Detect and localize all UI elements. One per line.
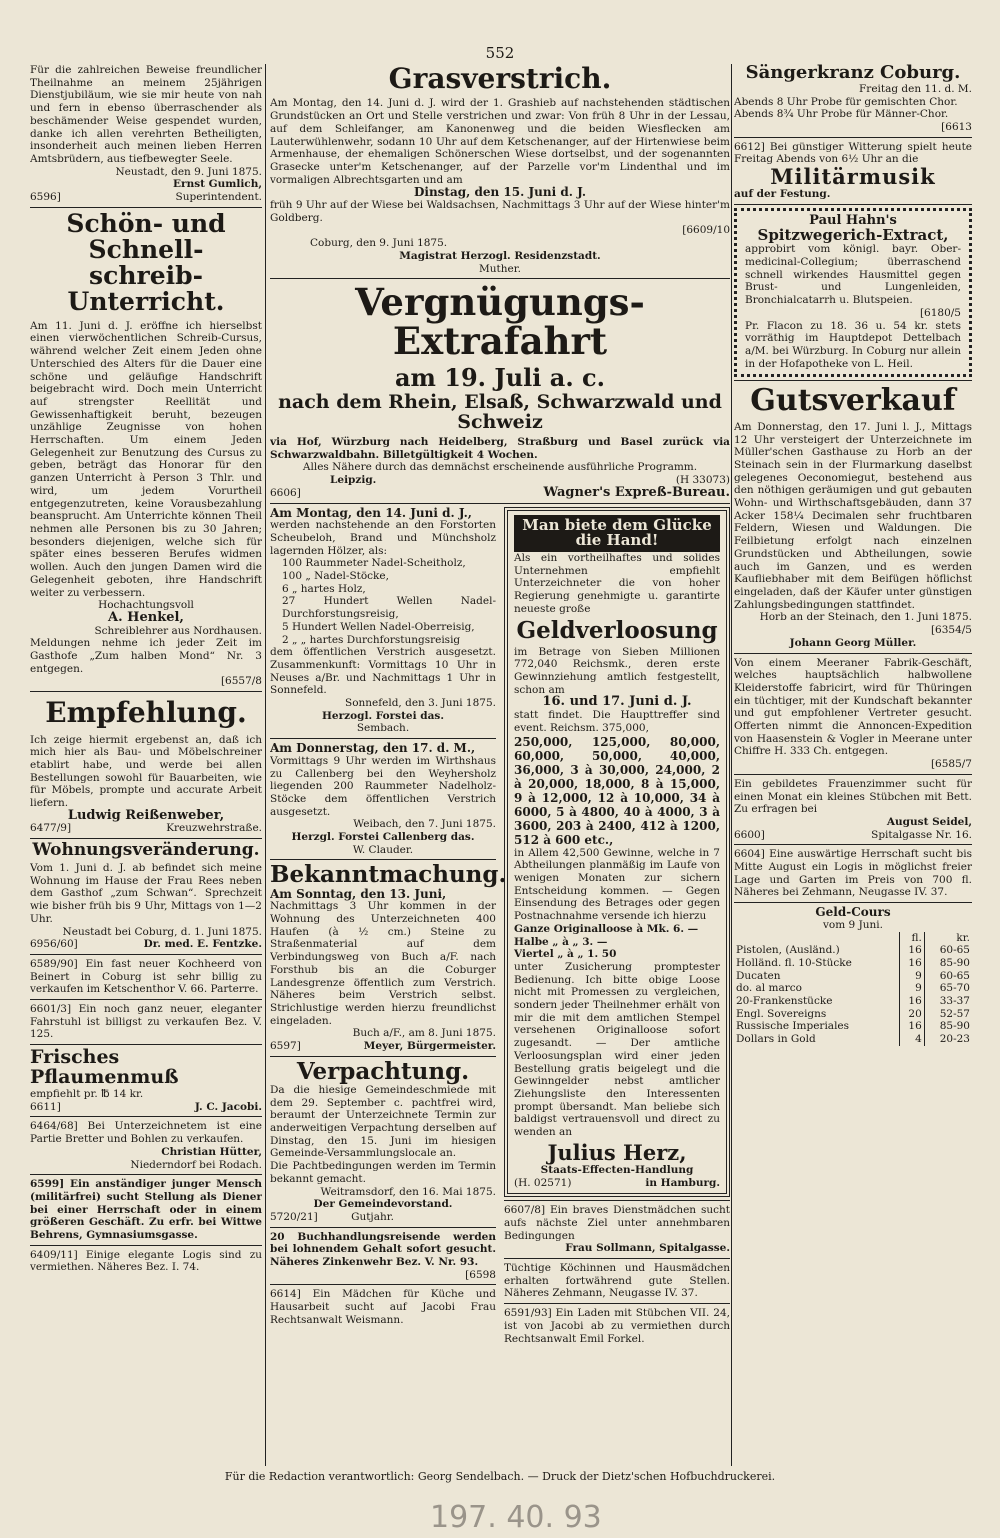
ad-date: Weitramsdorf, den 16. Mai 1875. bbox=[320, 1185, 496, 1198]
ad-text: Ich zeige hiermit ergebenst an, daß ich mich hier als Bau- und Möbelschreiner etablirt habe, und werde bei allen Bestellungen sowohl für Bauarbeiten, wie für Möbels, prompte und accurate Arbeit liefern. bbox=[30, 733, 262, 810]
ad-signature: Der Gemeindevorstand. bbox=[313, 1198, 453, 1211]
ad-signature: Magistrat Herzogl. Residenzstadt. bbox=[399, 249, 601, 262]
rates-header-cell: fl. bbox=[899, 932, 924, 945]
rates-title: Geld-Cours bbox=[815, 905, 891, 920]
rates-coin: Holländ. fl. 10-Stücke bbox=[736, 956, 852, 969]
ad-thanks bbox=[30, 64, 262, 204]
rates-coin: Engl. Sovereigns bbox=[736, 1007, 827, 1020]
ad-text: unter Zusicherung promptester Bedienung. Ich bitte obige Loose nicht mit Promessen zu vergleichen, sondern jeder Theilnehmer erhält von mir die mit dem amtlichen Stempel versehenen Originalloose sofort zugesandt. — Der amtliche Verloosungsplan wird einer jeden Bestellung gratis beigelegt und die Gewinngelder nebst amtlicher Ziehungsliste den Interessenten prompt übersandt. Man beliebe sich baldigst vertrauensvoll und direct zu wenden an bbox=[514, 960, 720, 1139]
rates-row bbox=[734, 1008, 972, 1021]
ad-number: 6477/9] bbox=[30, 822, 72, 835]
order-line: Viertel „ à „ 1. 50 bbox=[514, 948, 617, 961]
rates-row bbox=[734, 995, 972, 1008]
ad-shop: 6591/93] Ein Laden mit Stübchen VII. 24, ist von Jacobi ab zu vermiethen durch Rechtsanwalt Emil Forkel. bbox=[504, 1307, 730, 1345]
ad-text: Von einem Meeraner Fabrik-Geschäft, welches hauptsächlich halbwollene Kleiderstoffe fabricirt, wird für Thüringen ein tüchtiger, mit der Kundschaft bekannter und gut empfohlener Vertreter gesucht. Offerten nimmt die Annoncen-Expedition von Haasenstein & Vogler in Meerane unter Chiffre H. 333 Ch. entgegen. bbox=[734, 656, 972, 758]
ad-signature: Ernst Gumlich, bbox=[173, 178, 262, 191]
rates-row bbox=[734, 982, 972, 995]
ad-heading: Am Montag, den 14. Juni d. J., bbox=[270, 505, 472, 520]
wood-item: 100 „ Nadel-Stöcke, bbox=[282, 570, 389, 583]
rates-header-cell bbox=[734, 932, 899, 945]
page-number: 552 bbox=[485, 44, 515, 62]
ad-title: Empfehlung. bbox=[45, 696, 247, 730]
ad-text: Abends 8 Uhr Probe für gemischten Chor. bbox=[734, 95, 958, 108]
ad-military-music bbox=[734, 141, 972, 201]
ad-number: [6613 bbox=[941, 121, 972, 133]
ad-number: [6609/10 bbox=[682, 224, 730, 237]
rates-value: 16 bbox=[899, 957, 924, 970]
ad-code: (H 33073) bbox=[675, 474, 730, 487]
order-list bbox=[514, 923, 720, 961]
ad-number: [6585/7 bbox=[930, 758, 972, 771]
ad-title: Schön- und Schnell- bbox=[66, 208, 226, 264]
rates-coin: Russische Imperiales bbox=[736, 1020, 850, 1033]
ad-title: Spitzwegerich-Extract, bbox=[757, 225, 949, 244]
divider bbox=[30, 1116, 262, 1117]
ad-date: 16. und 17. Juni d. J. bbox=[542, 694, 692, 710]
ad-date: Coburg, den 9. Juni 1875. bbox=[310, 237, 448, 250]
rates-coin: Dollars in Gold bbox=[736, 1033, 816, 1046]
ad-text: dem öffentlichen Verstrich ausgesetzt. Zusammenkunft: Vormittags 10 Uhr in Neuses a/Br. und Nachmittags 1 Uhr in Sonnefeld. bbox=[270, 646, 496, 697]
ad-heading: Am Donnerstag, den 17. d. M., bbox=[270, 741, 476, 756]
ad-recommendation bbox=[30, 698, 262, 835]
ad-title: Paul Hahn's bbox=[809, 212, 897, 228]
rates-value: 60-65 bbox=[924, 944, 972, 957]
column-rule bbox=[731, 64, 732, 1466]
divider bbox=[734, 380, 972, 381]
rates-value: 9 bbox=[899, 982, 924, 995]
ad-handwriting-course bbox=[30, 208, 262, 688]
ad-firm: Wagner's Expreß-Bureau. bbox=[543, 484, 730, 500]
ad-text: Am Montag, den 14. Juni d. J. wird der 1. Grashieb auf nachstehenden städtischen Grundstücken an Ort und Stelle verstrichen und zwar: Von früh 8 Uhr in der Lessau, auf dem Schleifanger, am Kanonenweg und die beiden Wiesflecken am Lauterwühlenwehr, sodann 10 Uhr auf dem Ketschenanger, auf der Hirtenwiese beim Armenhause, der ehemaligen Schönerschen Wiese dortselbst, und der sogenannten Grasecke unter'm Ketschenanger, auf der Parzelle vor'm Lindenthal und im vormaligen Albrechtsgarten und am bbox=[270, 97, 730, 186]
ad-place: Niederndorf bei Rodach. bbox=[130, 1158, 262, 1171]
ad-text: Abends 8¾ Uhr Probe für Männer-Chor. bbox=[734, 108, 949, 121]
rates-value: 65-70 bbox=[924, 982, 972, 995]
wood-item-list bbox=[270, 557, 496, 646]
ad-text: via Hof, Würzburg nach Heidelberg, Straßburg und Basel zurück via Schwarzwaldbahn. Billetgültigkeit 4 Wochen. bbox=[270, 435, 730, 461]
pencil-marks: 197. 40. 93 bbox=[430, 1500, 602, 1535]
rates-value: 60-65 bbox=[924, 970, 972, 983]
ad-wheelchair: 6601/3] Ein noch ganz neuer, eleganter Fahrstuhl ist billigst zu verkaufen Bez. V. 125. bbox=[30, 1003, 262, 1041]
wood-item: 27 Hundert Wellen Nadel-Durchforstungsreisig, bbox=[282, 595, 496, 621]
ad-text: 6612] Bei günstiger Witterung spielt heute Freitag Abends von 6½ Uhr an die bbox=[734, 140, 972, 166]
rates-value: 16 bbox=[899, 995, 924, 1008]
firm-type: Staats-Effecten-Handlung bbox=[540, 1163, 694, 1176]
ad-code: (H. 02571) bbox=[514, 1176, 572, 1189]
rates-coin: do. al marco bbox=[736, 982, 802, 995]
rates-coin: Pistolen, (Ausländ.) bbox=[736, 944, 840, 957]
column-right bbox=[734, 64, 972, 1046]
rates-row bbox=[734, 944, 972, 957]
firm-name: Julius Herz, bbox=[547, 1139, 687, 1165]
ad-number: [6354/5 bbox=[930, 624, 972, 637]
ad-text: Für die zahlreichen Beweise freundlicher Theilnahme an meinem 25jährigen Dienstjubiläum, wie sie mir heute von nah und fern in ebenso überraschender als beschämender Weise gespendet wurden, danke ich allen verehrten Betheiligten, insonderheit auch meinen lieben Herren Amtsbrüdern, aus tiefbewegter Seele. bbox=[30, 64, 262, 165]
divider bbox=[270, 859, 496, 860]
ad-text: Die Pachtbedingungen werden im Termin bekannt gemacht. bbox=[270, 1160, 496, 1185]
middle-left-subcolumn bbox=[270, 505, 507, 1346]
ad-text: Meldungen nehme ich jeder Zeit im Gasthofe „Zum halben Mond“ Nr. 3 entgegen. bbox=[30, 637, 262, 675]
divider bbox=[504, 1200, 730, 1201]
rates-table bbox=[734, 932, 972, 1046]
divider bbox=[734, 204, 972, 205]
rates-value: 9 bbox=[899, 970, 924, 983]
ad-title: Man biete dem Glücke die Hand! bbox=[514, 515, 720, 553]
ad-date: Horb an der Steinach, den 1. Juni 1875. bbox=[759, 611, 972, 624]
ad-number: 6600] bbox=[734, 828, 765, 841]
divider bbox=[734, 844, 972, 845]
ad-text: approbirt vom königl. bayr. Ober-medicinal-Collegium; überraschend schnell wirkendes Hausmittel gegen Brust- und Lungenleiden, Bronchialcatarrh u. Blutspeien. bbox=[745, 243, 961, 307]
rates-value: 16 bbox=[899, 1020, 924, 1033]
ad-role: Schreiblehrer aus Nordhausen. bbox=[94, 624, 262, 637]
divider bbox=[270, 1056, 496, 1057]
ad-plum-jam bbox=[30, 1048, 262, 1113]
ad-text: Da die hiesige Gemeindeschmiede mit dem 29. September c. pachtfrei wird, beraumt der Unterzeichnete Termin zur anderweitigen Verpachtung derselben auf Dinstag, den 15. Juni im hiesigen Gemeinde-Versammlungslocale an. bbox=[270, 1083, 496, 1160]
column-middle bbox=[270, 64, 730, 1345]
divider bbox=[30, 1245, 262, 1246]
ad-signature: Dr. med. E. Fentzke. bbox=[143, 938, 262, 951]
rates-row bbox=[734, 970, 972, 983]
ad-date: Sonnefeld, den 3. Juni 1875. bbox=[345, 697, 496, 710]
ad-text: Alles Nähere durch das demnächst erscheinende ausführliche Programm. bbox=[302, 461, 698, 474]
ad-title: Geldverloosung bbox=[516, 616, 718, 644]
ad-text: Als ein vortheilhaftes und solides Unternehmen empfiehlt Unterzeichneter die von hoher Regierung genehmigte u. garantirte neueste große bbox=[514, 552, 720, 615]
rates-header-cell: kr. bbox=[924, 932, 972, 945]
ad-number: 6956/60] bbox=[30, 938, 78, 951]
ad-choir bbox=[734, 64, 972, 134]
ad-estate-sale bbox=[734, 385, 972, 649]
ad-representative bbox=[734, 657, 972, 771]
ad-text: Pr. Flacon zu 18. 36 u. 54 kr. stets vorräthig im Hauptdepot Dettelbach a/M. bei Würzburg. In Coburg nur allein in der Hofapotheke von L. Heil. bbox=[745, 319, 961, 370]
ad-name: W. Clauder. bbox=[352, 843, 414, 856]
divider bbox=[30, 207, 262, 208]
ad-place: Leipzig. bbox=[330, 474, 377, 487]
ad-title: Gutsverkauf bbox=[750, 383, 956, 419]
ad-date: Neustadt bei Coburg, d. 1. Juni 1875. bbox=[62, 925, 262, 938]
ad-subheading: auf der Festung. bbox=[734, 188, 831, 201]
ad-signature: A. Henkel, bbox=[108, 609, 184, 625]
divider bbox=[504, 1303, 730, 1304]
wood-item: 100 Raummeter Nadel-Scheitholz, bbox=[282, 557, 466, 570]
ad-servant-girl: 6607/8] Ein braves Dienstmädchen sucht aufs nächste Ziel unter annehmbaren Bedingungen bbox=[504, 1204, 730, 1242]
divider bbox=[270, 1227, 496, 1228]
ad-number: [6180/5 bbox=[919, 306, 961, 319]
ad-grass-auction bbox=[270, 64, 730, 275]
ad-number: [6557/8 bbox=[220, 675, 262, 688]
ad-route: nach dem Rhein, Elsaß, Schwarzwald und Schweiz bbox=[278, 391, 722, 434]
ad-maid: 6614] Ein Mädchen für Küche und Hausarbeit sucht auf Jacobi Frau Rechtsanwalt Weismann. bbox=[270, 1288, 496, 1326]
divider bbox=[270, 738, 496, 739]
rates-row bbox=[734, 957, 972, 970]
ad-text: empfiehlt pr. ℔ 14 kr. bbox=[30, 1088, 144, 1100]
ad-name: Gutjahr. bbox=[351, 1210, 394, 1223]
column-left bbox=[30, 64, 262, 1274]
rates-value: 20-23 bbox=[924, 1033, 972, 1046]
ad-signature: Meyer, Bürgermeister. bbox=[363, 1040, 496, 1053]
divider bbox=[30, 954, 262, 955]
ad-title: Wohnungsveränderung. bbox=[32, 840, 260, 861]
ad-signature: J. C. Jacobi. bbox=[194, 1100, 262, 1113]
ad-signature: Johann Georg Müller. bbox=[789, 636, 917, 649]
ad-title: Grasverstrich. bbox=[388, 64, 612, 95]
exchange-rates bbox=[734, 906, 972, 1046]
rates-value: 20 bbox=[899, 1008, 924, 1021]
prize-list: 250,000, 125,000, 80,000, 60,000, 50,000, 40,000, 36,000, 3 à 30,000, 24,000, 2 à 20,000, 18,000, 8 à 15,000, 9 à 12,000, 12 à 10,000, 34 à 6000, 5 à 4800, 40 à 4000, 3 à 3600, 203 à 2400, 412 à 1200, 512 à 600 etc., bbox=[514, 734, 720, 847]
ad-lodging: 6409/11] Einige elegante Logis sind zu vermiethen. Näheres Bez. I. 74. bbox=[30, 1248, 262, 1274]
ad-street: Kreuzwehrstraße. bbox=[166, 822, 262, 835]
ad-text: in Allem 42,500 Gewinne, welche in 7 Abtheilungen planmäßig im Laufe von wenigen Monaten zur sichern Entscheidung kommen. — Gegen Einsendung des Betrages oder gegen Postnachnahme versende ich hierzu bbox=[514, 846, 720, 923]
ad-text: Vom 1. Juni d. J. ab befindet sich meine Wohnung im Hause der Frau Rees neben dem Gasthof „zum Schwan“. Sprechzeit wie bisher früh bis 9 Uhr, Mittags von 1—2 Uhr. bbox=[30, 861, 262, 925]
ad-street: Spitalgasse Nr. 16. bbox=[871, 828, 972, 841]
ad-text: werden nachstehende an den Forstorten Scheubeloh, Brand und Münchsholz lagernden Hölzer, als: bbox=[270, 519, 496, 557]
divider bbox=[30, 691, 262, 692]
rates-value: 33-37 bbox=[924, 995, 972, 1008]
ad-lease bbox=[270, 1057, 496, 1224]
ad-text: Am Donnerstag, den 17. Juni l. J., Mittags 12 Uhr versteigert der Unterzeichnete im Müller'schen Gasthause zu Horb an der Steinach sein in der Flurmarkung daselbst gelegenes Oeconomiegut, bestehend aus den nöthigen geräumigen und gut gebauten Wohn- und Wirthschaftsgebäuden, dann 37 Acker 158¼ Decimalen sehr fruchtbaren Feldern, Wiesen und Waldungen. Die Feilbietung erfolgt nach einzelnen Grundstücken und Abtheilungen, sowie auch im Ganzen, und es werden Kaufliebhaber mit dem Beifügen höflichst eingeladen, daß der Käufer unter günstigen Zahlungsbedingungen stattfindet. bbox=[734, 420, 972, 611]
ad-title: schreib-Unterricht. bbox=[67, 261, 225, 317]
wood-item: 5 Hundert Wellen Nadel-Oberreisig, bbox=[282, 620, 475, 633]
ad-text: statt findet. Die Haupttreffer sind event. Reichsm. 375,000, bbox=[514, 709, 720, 734]
ad-text: im Betrage von Sieben Millionen 772,040 Reichsmk., deren erste Gewinnziehung amtlich festgestellt, schon am bbox=[514, 645, 720, 696]
rates-value: 85-90 bbox=[924, 957, 972, 970]
ad-title: Vergnügungs-Extrafahrt bbox=[355, 280, 645, 364]
ad-plantain-extract bbox=[734, 208, 972, 377]
ad-text: Ein gebildetes Frauenzimmer sucht für einen Monat ein kleines Stübchen mit Bett. Zu erfragen bei bbox=[734, 777, 972, 816]
ad-signature: Frau Sollmann, Spitalgasse. bbox=[565, 1242, 730, 1255]
ad-signature: Herzogl. Forstei das. bbox=[322, 709, 444, 722]
ad-date: Neustadt, den 9. Juni 1875. bbox=[115, 165, 262, 178]
wood-item: 2 „ „ hartes Durchforstungsreisig bbox=[282, 633, 461, 646]
rates-date: vom 9 Juni. bbox=[823, 918, 883, 931]
divider bbox=[270, 503, 730, 504]
rates-header-row bbox=[734, 932, 972, 945]
ad-number: 6611] bbox=[30, 1100, 61, 1113]
order-line: Ganze Originalloose à Mk. 6. — bbox=[514, 922, 699, 935]
divider bbox=[504, 1258, 730, 1259]
ad-name: Muther. bbox=[479, 262, 521, 275]
divider bbox=[734, 774, 972, 775]
divider bbox=[734, 137, 972, 138]
ad-name: Sembach. bbox=[356, 722, 410, 735]
rates-value: 85-90 bbox=[924, 1020, 972, 1033]
wood-item: 6 „ hartes Holz, bbox=[282, 582, 366, 595]
rates-row bbox=[734, 1033, 972, 1046]
ad-text: Nachmittags 3 Uhr kommen in der Wohnung des Unterzeichneten 400 Haufen (à ½ cm.) Steine zu Straßenmaterial auf dem Verbindungsweg von Buch a/F. nach Forsthub bis an die Coburger Landesgrenze öffentlich zum Verstrich. Näheres beim Verstrich selbst. Strichlustige werden hierzu freundlichst eingeladen. bbox=[270, 900, 496, 1027]
divider bbox=[30, 838, 262, 839]
firm-city: in Hamburg. bbox=[645, 1176, 720, 1189]
ad-title: Bekanntmachung. bbox=[270, 861, 507, 889]
imprint-footer: Für die Redaction verantwortlich: Georg Sendelbach. — Druck der Dietz'schen Hofbuchdruckerei. bbox=[224, 1470, 776, 1483]
ad-title: Verpachtung. bbox=[296, 1057, 470, 1085]
ad-number: [6598 bbox=[465, 1268, 496, 1281]
ad-role: Superintendent. bbox=[175, 191, 262, 204]
rates-value: 4 bbox=[899, 1033, 924, 1046]
ad-number: 5720/21] bbox=[270, 1210, 318, 1223]
divider bbox=[734, 902, 972, 903]
ad-subheading: Dinstag, den 15. Juni d. J. bbox=[413, 185, 587, 200]
ad-signature: Herzgl. Forstei Callenberg das. bbox=[291, 831, 475, 844]
rates-coin: 20-Frankenstücke bbox=[736, 995, 833, 1008]
ad-signature: Ludwig Reißenweber, bbox=[67, 807, 225, 823]
ad-cooks: Tüchtige Köchinnen und Hausmädchen erhalten fortwährend gute Stellen. Näheres Zehmann, Neugasse IV. 37. bbox=[504, 1262, 730, 1300]
ad-text: Vormittags 9 Uhr werden im Wirthshaus zu Callenberg bei den Weyhersholz liegenden 200 Raummeter Nadelholz-Stöcke dem öffentlichen Verstrich ausgesetzt. bbox=[270, 754, 496, 818]
ad-number: 6596] bbox=[30, 191, 61, 204]
ad-title: Sängerkranz Coburg. bbox=[745, 64, 961, 83]
ad-date: Buch a/F., am 8. Juni 1875. bbox=[352, 1027, 496, 1040]
rates-value: 16 bbox=[899, 944, 924, 957]
divider bbox=[734, 653, 972, 654]
ad-title: Militärmusik bbox=[770, 164, 936, 190]
ad-greeting: Hochachtungsvoll bbox=[98, 599, 194, 612]
ad-number: 6597] bbox=[270, 1040, 301, 1053]
ad-date: Weibach, den 7. Juni 1875. bbox=[353, 818, 496, 831]
ad-text: Am 11. Juni d. J. eröffne ich hierselbst einen vierwöchentlichen Schreib-Cursus, während welcher Zeit einem Jeden ohne Unterschied des Alters für die Dauer eine schöne und geläufige Handschrift beigebracht wird. Doch mein Unterricht auf strengster Reellität und Gewissenhaftigkeit beruht, bezeugen unzählige Zeugnisse von hohen Herrschaften. Um einem Jeden Gelegenheit zur Benutzung des Cursus zu geben, beträgt das Honorar für den ganzen Unterricht à Person 3 Thlr. und wird, um jedem Vorurtheil entgegenzutreten, keine Vorausbezahlung beansprucht. Am Unterrichte können Theil nehmen alle Personen bis zu 30 Jahren; besonders diejenigen, welche sich für später eines besseren Berufes widmen wollen. Auch den jungen Damen wird die Gelegenheit geboten, ihre Handschrift weiter zu verbessern. bbox=[30, 319, 262, 599]
order-line: Halbe „ à „ 3. — bbox=[514, 935, 608, 948]
ad-salesmen: 20 Buchhandlungsreisende werden bei lohnendem Gehalt sofort gesucht. Näheres Zinkenwehr Bez. V. Nr. 93. bbox=[270, 1230, 496, 1269]
ad-wood-auction bbox=[270, 507, 496, 736]
ad-signature: August Seidel, bbox=[886, 815, 972, 828]
divider bbox=[30, 1174, 262, 1175]
ad-boards: 6464/68] Bei Unterzeichnetem ist eine Partie Bretter und Bohlen zu verkaufen. bbox=[30, 1120, 262, 1146]
rates-row bbox=[734, 1020, 972, 1033]
ad-stove: 6589/90] Ein fast neuer Kochheerd von Beinert in Coburg ist sehr billig zu verkaufen im Ketschenthor V. 66. Parterre. bbox=[30, 957, 262, 996]
divider bbox=[270, 1284, 496, 1285]
ad-signature: Christian Hütter, bbox=[161, 1145, 262, 1158]
ad-text: früh 9 Uhr auf der Wiese bei Waldsachsen, Nachmittags 3 Uhr auf der Wiese hinter'm Goldberg. bbox=[270, 199, 730, 224]
ad-title: Frisches Pflaumenmuß bbox=[30, 1046, 179, 1089]
ad-date: am 19. Juli a. c. bbox=[394, 362, 606, 392]
ad-room-wanted bbox=[734, 778, 972, 842]
divider bbox=[30, 1044, 262, 1045]
ad-text: Freitag den 11. d. M. bbox=[859, 82, 972, 95]
ad-lottery bbox=[504, 507, 730, 1198]
divider bbox=[30, 999, 262, 1000]
middle-right-subcolumn bbox=[504, 507, 730, 1346]
rates-coin: Ducaten bbox=[736, 969, 781, 982]
ad-servant-wanted: 6599] Ein anständiger junger Mensch (militärfrei) sucht Stellung als Diener bei einer Herrschaft oder in einem größeren Geschäft. Zu erfr. bei Wittwe Behrens, Gymnasiumsgasse. bbox=[30, 1178, 262, 1242]
column-rule bbox=[265, 64, 266, 1466]
rates-value: 52-57 bbox=[924, 1008, 972, 1021]
divider bbox=[270, 278, 730, 279]
ad-excursion bbox=[270, 280, 730, 500]
ad-change-of-address bbox=[30, 842, 262, 951]
ad-number: 6606] bbox=[270, 486, 301, 499]
ad-announcement bbox=[270, 861, 507, 1053]
ad-lodging-wanted: 6604] Eine auswärtige Herrschaft sucht bis Mitte August ein Logis in möglichst freier Lage und Garten im Preis von 700 fl. Näheres bei Zehmann, Neugasse IV. 37. bbox=[734, 848, 972, 899]
ad-stumps-auction bbox=[270, 742, 496, 856]
ad-heading: Am Sonntag, den 13. Juni, bbox=[270, 886, 447, 901]
